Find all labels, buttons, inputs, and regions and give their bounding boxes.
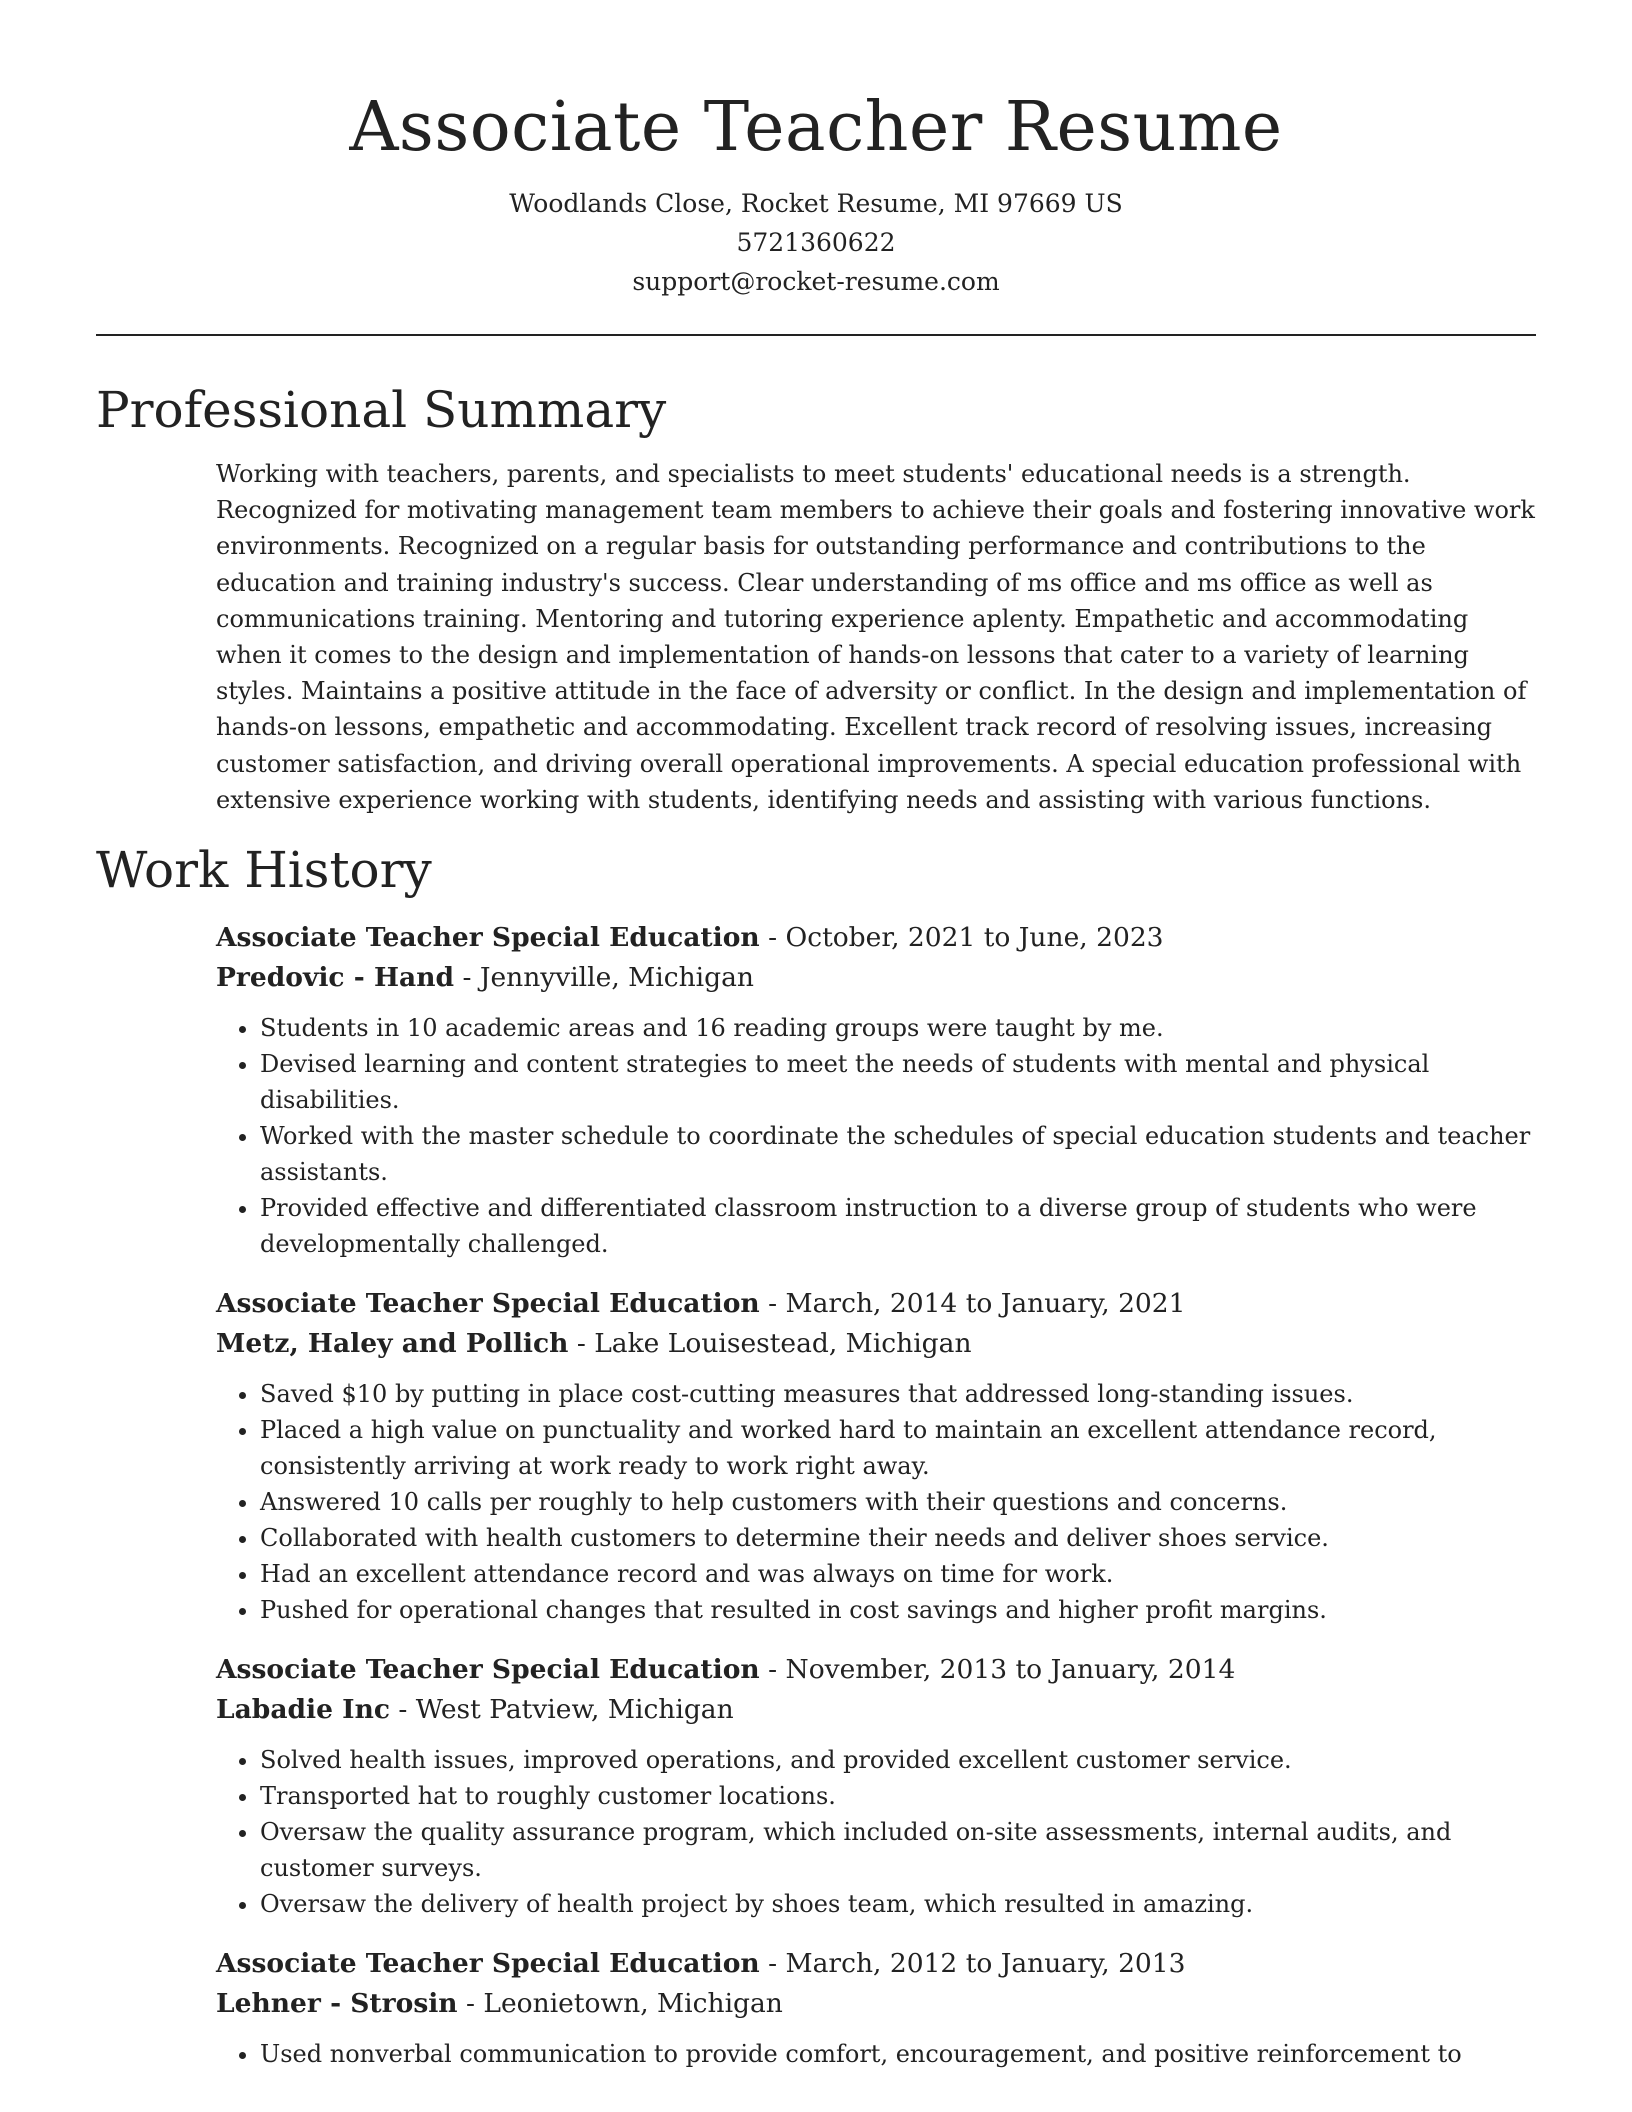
job-company-line: Metz, Haley and Pollich - Lake Louisestead, Michigan [216,1328,972,1360]
work-history-heading: Work History [96,841,432,900]
job-dates: March, 2014 to January, 2021 [785,1288,1186,1320]
job-dates: October, 2021 to June, 2023 [785,922,1164,954]
job-role: Associate Teacher Special Education [216,1948,760,1980]
job-title-line: Associate Teacher Special Education - October, 2021 to June, 2023 [216,922,1164,954]
contact-phone: 5721360622 [736,228,896,257]
job-bullet: • Oversaw the delivery of health project by shoes team, which resulted in amazing. [260,1886,1536,1922]
job-location: Leonietown, Michigan [483,1988,783,2020]
job-bullet: • Provided effective and differentiated classroom instruction to a diverse group of students who were developmentally challenged. [260,1190,1536,1262]
job-role: Associate Teacher Special Education [216,922,760,954]
contact-email: support@rocket-resume.com [632,267,1000,296]
contact-block [96,184,1536,301]
job-bullet: • Oversaw the quality assurance program, which included on-site assessments, internal audits, and customer surveys. [260,1814,1536,1886]
job-location: Lake Louisestead, Michigan [594,1328,972,1360]
job-bullet: • Saved $10 by putting in place cost-cutting measures that addressed long-standing issues. [260,1376,1536,1412]
job-bullet: • Collaborated with health customers to determine their needs and deliver shoes service. [260,1520,1536,1556]
summary-text: Working with teachers, parents, and specialists to meet students' educational needs is a strength. Recognized for motivating management team members to achieve their goals and fostering innovative work environments. Recognized on a regular basis for outstanding performance and contributions to the education and training industry's success. Clear understanding of ms office and ms office as well as communications training. Mentoring and tutoring experience aplenty. Empathetic and accommodating when it comes to the design and implementation of hands-on lessons that cater to a variety of learning styles. Maintains a positive attitude in the face of adversity or conflict. In the design and implementation of hands-on lessons, empathetic and accommodating. Excellent track record of resolving issues, increasing customer satisfaction, and driving overall operational improvements. A special education professional with extensive experience working with students, identifying needs and assisting with various functions. [216,460,1535,814]
work-history-list [216,918,1536,2072]
job-bullets [216,1010,1536,1262]
job-role: Associate Teacher Special Education [216,1654,760,1686]
job-company: Labadie Inc [216,1694,390,1726]
job-company-line: Lehner - Strosin - Leonietown, Michigan [216,1988,783,2020]
summary-heading: Professional Summary [96,381,667,439]
job-bullet: • Placed a high value on punctuality and worked hard to maintain an excellent attendance record, consistently arriving at work ready to work right away. [260,1412,1536,1484]
resume-page [96,0,1536,2072]
resume-header [96,0,1536,301]
job-entry [216,1944,1536,2072]
job-bullets [216,1742,1536,1922]
job-role: Associate Teacher Special Education [216,1288,760,1320]
job-bullet: • Pushed for operational changes that resulted in cost savings and higher profit margins. [260,1592,1536,1628]
job-title-line: Associate Teacher Special Education - November, 2013 to January, 2014 [216,1654,1236,1686]
job-title-line: Associate Teacher Special Education - March, 2012 to January, 2013 [216,1948,1186,1980]
job-entry [216,918,1536,1262]
job-company: Predovic - Hand [216,962,455,994]
job-dates: November, 2013 to January, 2014 [785,1654,1236,1686]
contact-address: Woodlands Close, Rocket Resume, MI 97669 US [509,189,1123,218]
job-company-line: Predovic - Hand - Jennyville, Michigan [216,962,754,994]
job-location: West Patview, Michigan [415,1694,734,1726]
job-bullets [216,2036,1536,2072]
job-entry [216,1284,1536,1628]
job-bullet: • Solved health issues, improved operations, and provided excellent customer service. [260,1742,1536,1778]
job-dates: March, 2012 to January, 2013 [785,1948,1186,1980]
job-bullet: • Transported hat to roughly customer locations. [260,1778,1536,1814]
job-bullet: • Had an excellent attendance record and was always on time for work. [260,1556,1536,1592]
job-title-line: Associate Teacher Special Education - March, 2014 to January, 2021 [216,1288,1186,1320]
job-company-line: Labadie Inc - West Patview, Michigan [216,1694,734,1726]
job-company: Lehner - Strosin [216,1988,458,2020]
job-bullet: • Students in 10 academic areas and 16 reading groups were taught by me. [260,1010,1536,1046]
job-location: Jennyville, Michigan [479,962,754,994]
job-bullet: • Answered 10 calls per roughly to help customers with their questions and concerns. [260,1484,1536,1520]
header-divider [96,334,1536,336]
resume-title: Associate Teacher Resume [349,88,1283,167]
job-bullet: • Used nonverbal communication to provide comfort, encouragement, and positive reinforcement to [260,2036,1536,2072]
job-bullet: • Worked with the master schedule to coordinate the schedules of special education students and teacher assistants. [260,1118,1536,1190]
job-bullets [216,1376,1536,1628]
job-company: Metz, Haley and Pollich [216,1328,569,1360]
job-entry [216,1650,1536,1922]
job-bullet: • Devised learning and content strategies to meet the needs of students with mental and physical disabilities. [260,1046,1536,1118]
